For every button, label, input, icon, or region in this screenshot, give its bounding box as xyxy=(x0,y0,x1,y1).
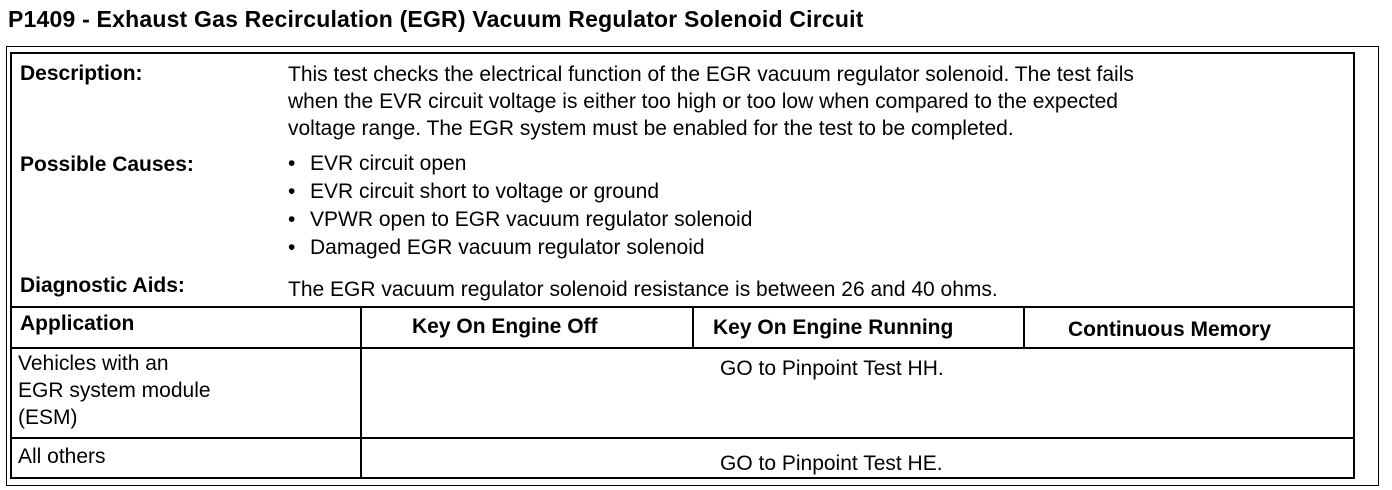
header-continuous-memory: Continuous Memory xyxy=(1068,318,1271,341)
table-row-action: GO to Pinpoint Test HH. xyxy=(720,357,944,380)
header-key-on-engine-running: Key On Engine Running xyxy=(713,316,954,339)
description-label: Description: xyxy=(20,62,143,85)
description-line: when the EVR circuit voltage is either too high or too low when compared to the expected xyxy=(288,90,1118,113)
application-line: EGR system module xyxy=(18,379,211,402)
application-line: (ESM) xyxy=(18,406,78,429)
header-application: Application xyxy=(20,312,135,335)
table-row-application: All others xyxy=(18,445,106,468)
column-divider xyxy=(1023,306,1025,347)
row-divider xyxy=(10,437,1355,439)
header-bottom-rule xyxy=(10,347,1355,349)
cause-item: • VPWR open to EGR vacuum regulator solenoid xyxy=(288,206,752,234)
table-row-action: GO to Pinpoint Test HE. xyxy=(720,452,943,475)
page-title: P1409 - Exhaust Gas Recirculation (EGR) Vacuum Regulator Solenoid Circuit xyxy=(8,6,864,32)
description-line: voltage range. The EGR system must be enabled for the test to be completed. xyxy=(288,117,1014,140)
cause-item: • EVR circuit short to voltage or ground xyxy=(288,178,752,206)
table-top-rule xyxy=(10,306,1355,308)
header-key-on-engine-off: Key On Engine Off xyxy=(412,315,598,338)
column-divider xyxy=(360,306,362,477)
possible-causes-label: Possible Causes: xyxy=(20,153,194,176)
column-divider xyxy=(692,306,694,347)
description-line: This test checks the electrical function of the EGR vacuum regulator solenoid. The test fails xyxy=(288,63,1134,86)
application-line: Vehicles with an xyxy=(18,352,169,375)
description-text xyxy=(288,61,1134,142)
possible-causes-list xyxy=(288,150,752,262)
cause-item: • EVR circuit open xyxy=(288,150,752,178)
cause-item: • Damaged EGR vacuum regulator solenoid xyxy=(288,234,752,262)
diagnostic-aids-label: Diagnostic Aids: xyxy=(20,274,185,297)
table-row-application xyxy=(18,350,211,431)
diagnostic-aids-text: The EGR vacuum regulator solenoid resistance is between 26 and 40 ohms. xyxy=(288,278,998,301)
